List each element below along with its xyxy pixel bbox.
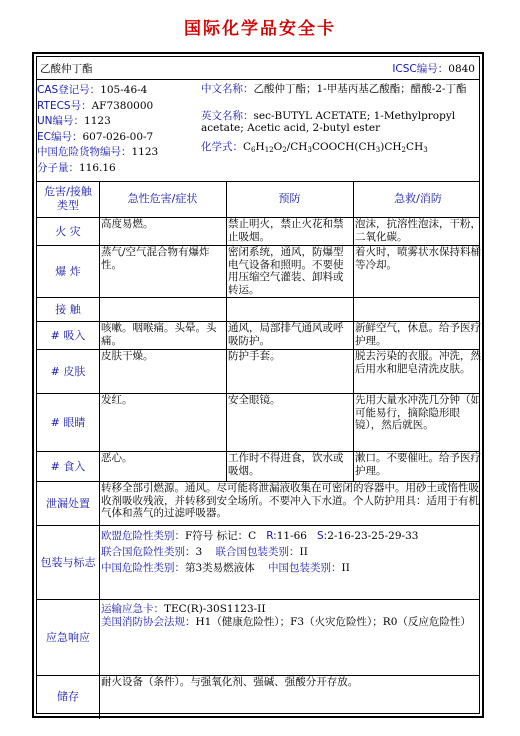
chemical-name: 乙酸仲丁酯 [40,63,93,75]
cn-pack-label: 中国包装类别： [268,562,342,574]
names-block [201,83,481,153]
card-title: 国际化学品安全卡 [184,19,336,39]
icsc-value: 0840 [448,63,475,75]
col-header-prevent: 预防 [278,192,301,205]
ingestion-firstaid: 漱口。不要催吐。给予医疗护理。 [355,452,481,477]
row-label-explosion: 爆 炸 [55,265,81,278]
eu-class-label: 欧盟危险性类别： [101,530,185,542]
section-label-emergency: 应急响应 [46,631,90,644]
un-label: UN编号： [37,115,85,127]
s-phrases-value: 2-16-23-25-29-33 [327,530,419,542]
r-phrases-value: 11-66 [276,530,307,542]
cndg-label: 中国危险货物编号： [37,146,132,158]
cn-name-label: 中文名称： [201,83,254,95]
mw-label: 分子量： [37,161,79,174]
icsc-number [392,63,475,76]
en-name-label: 英文名称： [201,109,254,122]
card-inner-frame [36,56,480,714]
transport-card-line [101,603,481,616]
rtecs-line [37,99,199,115]
un-class-label: 联合国危险性类别： [101,546,196,558]
row-label-fire: 火 灾 [55,225,81,238]
eyes-firstaid: 先用大量水冲洗几分钟（如可能易行，摘除隐形眼镜），然后就医。 [355,394,481,431]
transport-card-value: TEC(R)-30S1123-II [164,603,266,615]
identifiers-block [37,83,199,176]
un-class-line [101,544,481,560]
un-pack-label: 联合国包装类别： [215,546,300,558]
eu-class-line [101,528,481,544]
formula-line [201,141,481,154]
cn-class-value: 第3类易燃液体 [185,562,255,574]
ingestion-symptom: 恶心。 [101,452,133,464]
storage-text: 耐火设备（条件）。与强氧化剂、强碱、强酸分开存放。 [101,676,359,688]
divider [37,297,479,298]
emergency-block [99,599,483,675]
un-line [37,114,199,130]
rtecs-value: AF7380000 [91,99,154,112]
cndg-line [37,145,199,161]
r-phrases-label: R: [266,530,277,542]
eyes-prevent: 安全眼镜。 [228,394,281,406]
mw-value: 116.16 [79,161,116,174]
safety-card [32,52,484,718]
skin-firstaid: 脱去污染的衣服。冲洗，然后用水和肥皂清洗皮肤。 [355,350,481,375]
inhalation-prevent: 通风，局部排气通风或呼吸防护。 [228,322,344,347]
explosion-symptom: 蒸气/空气混合物有爆炸性。 [101,246,210,271]
fire-symptom: 高度易燃。 [101,218,154,230]
nfpa-label: 美国消防协会法规： [101,615,196,628]
cn-name-line [201,83,481,96]
cas-value: 105-46-4 [100,84,148,96]
un-pack-value: II [299,546,308,558]
ec-line [37,130,199,146]
col-header-symptom: 急性危害/症状 [127,192,198,205]
fire-firstaid: 泡沫，抗溶性泡沫，干粉，二氧化碳。 [355,218,481,243]
cn-name-value: 乙酸仲丁酯；1-甲基丙基乙酸酯；醋酸-2-丁酯 [253,83,467,95]
cas-label: CAS登记号： [37,84,101,96]
cn-class-line [101,560,481,576]
col-header-firstaid: 急救/消防 [394,192,442,205]
ec-value: 607-026-00-7 [82,130,154,143]
en-name-line [201,110,481,135]
fire-prevent: 禁止明火，禁止火花和禁止吸烟。 [228,218,344,243]
eyes-symptom: 发红。 [101,394,133,406]
row-label-inhalation: # 吸入 [50,329,86,342]
mw-line [37,161,199,177]
cn-class-label: 中国危险性类别： [101,562,185,574]
explosion-prevent: 密闭系统，通风，防爆型电气设备和照明。不要使用压缩空气灌装、卸料或转运。 [228,246,344,296]
skin-symptom: 皮肤干燥。 [101,350,154,362]
ingestion-prevent: 工作时不得进食，饮水或吸烟。 [228,452,344,477]
row-label-ingestion: # 食入 [50,460,86,473]
s-phrases-label: S: [317,530,328,542]
ec-label: EC编号： [37,130,83,143]
icsc-label: ICSC编号： [392,63,449,75]
formula-value: $C_6H_{12}O_2/CH_3COOCH(CH_3)CH_2CH_3$ [243,140,428,154]
cn-pack-value: II [341,562,350,574]
row-label-exposure: 接 触 [55,303,81,316]
col-header-type: 危害/接触类型 [44,185,92,212]
inhalation-firstaid: 新鲜空气，休息。给予医疗护理。 [355,322,481,347]
transport-card-label: 运输应急卡： [101,603,164,615]
section-label-storage: 储存 [57,690,79,703]
cas-line [37,83,199,99]
inhalation-symptom: 咳嗽。咽喉痛。头晕。头痛。 [101,322,217,347]
eu-class-value: F符号 标记：C [185,530,257,542]
packaging-block [99,525,483,599]
section-label-spill: 泄漏处置 [46,497,90,510]
formula-label: 化学式： [201,140,243,153]
rtecs-label: RTECS号： [37,99,92,112]
divider [37,79,479,80]
nfpa-line [101,616,481,629]
en-name-value: sec-BUTYL ACETATE; 1-Methylpropyl acetate; Acetic acid, 2-butyl ester [201,109,456,134]
cndg-value: 1123 [131,146,159,158]
nfpa-value: H1（健康危险性）；F3（火灾危险性）；R0（反应危险性） [195,615,471,628]
un-class-value: 3 [195,546,203,558]
un-value: 1123 [84,115,111,127]
row-label-eyes: # 眼睛 [50,416,86,429]
row-label-skin: # 皮肤 [50,365,86,378]
skin-prevent: 防护手套。 [228,350,281,362]
explosion-firstaid: 着火时，喷雾状水保持料桶等冷却。 [355,246,481,271]
section-label-packaging: 包装与标志 [40,556,96,569]
spill-text: 转移全部引燃源。通风。尽可能将泄漏液收集在可密闭的容器中。用砂土或惰性吸收剂吸收残液，并转移到安全场所。不要冲入下水道。个人防护用具：适用于有机气体和蒸气的过滤呼吸器。 [101,482,479,519]
